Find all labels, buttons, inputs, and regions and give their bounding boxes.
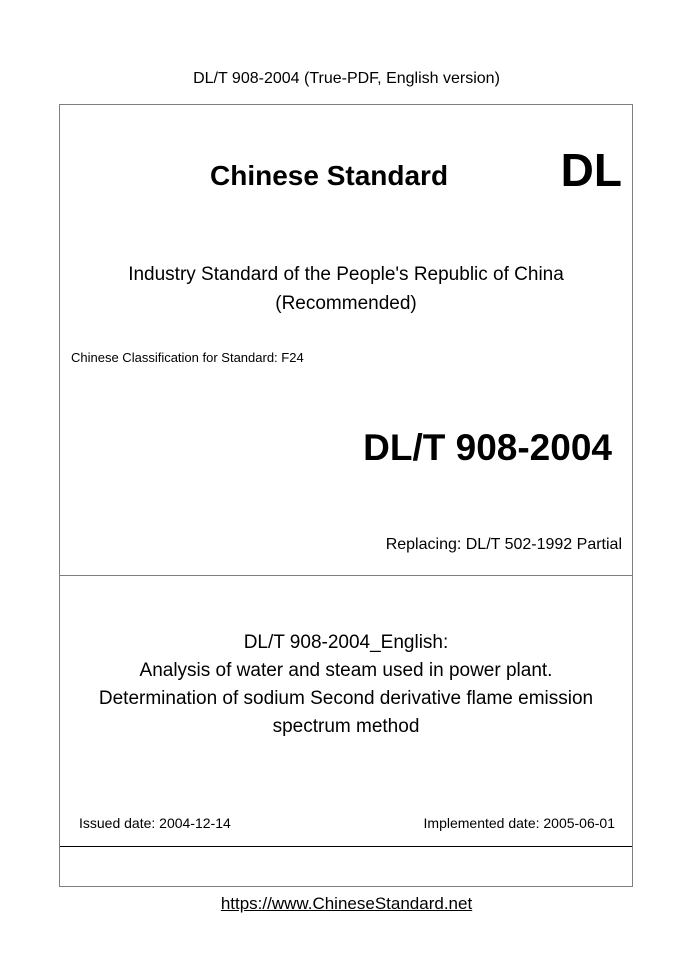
- implemented-date: Implemented date: 2005-06-01: [423, 815, 615, 831]
- title-line-1: DL/T 908-2004_English:: [243, 632, 449, 653]
- title-line-3: Determination of sodium Second derivative flame emission: [98, 688, 594, 709]
- cover-frame: [59, 104, 633, 887]
- website-link[interactable]: https://www.ChineseStandard.net: [220, 894, 473, 913]
- industry-standard-text: [60, 260, 632, 318]
- document-title: [60, 629, 632, 741]
- chinese-standard-heading: Chinese Standard: [210, 160, 449, 191]
- header-title: DL/T 908-2004 (True-PDF, English version): [193, 70, 500, 87]
- industry-line-1: Industry Standard of the People's Republic of China: [128, 264, 564, 285]
- title-line-4: spectrum method: [272, 716, 420, 737]
- standard-number: DL/T 908-2004: [363, 427, 612, 468]
- industry-line-2: (Recommended): [275, 293, 417, 314]
- issued-date: Issued date: 2004-12-14: [79, 815, 231, 831]
- classification: Chinese Classification for Standard: F24: [71, 350, 304, 365]
- title-line-2: Analysis of water and steam used in power plant.: [139, 660, 553, 681]
- section-divider: [60, 575, 632, 576]
- replacing-note: Replacing: DL/T 502-1992 Partial: [385, 536, 622, 553]
- dl-mark: DL: [560, 144, 622, 196]
- bottom-divider: [60, 846, 632, 847]
